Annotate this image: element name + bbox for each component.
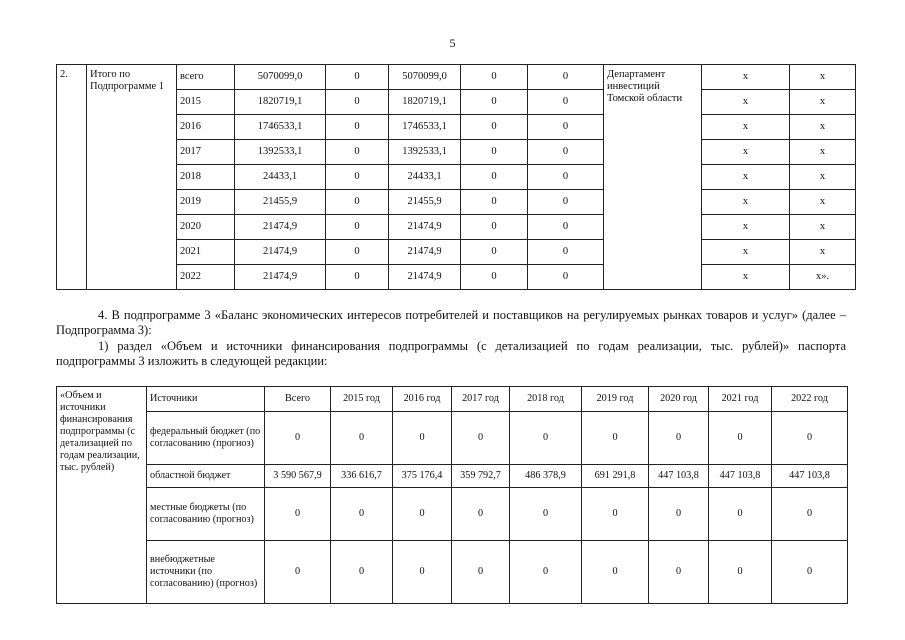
value-cell: х	[790, 65, 856, 90]
value-cell: 0	[461, 165, 528, 190]
table-row	[57, 140, 856, 165]
value-cell: 21455,9	[235, 190, 326, 215]
table-row	[57, 165, 856, 190]
value-cell: 1820719,1	[235, 90, 326, 115]
table-row	[57, 65, 856, 90]
value-cell: 0	[393, 541, 452, 604]
value-cell: 0	[461, 240, 528, 265]
table-row	[57, 265, 856, 290]
value-cell: х	[702, 240, 790, 265]
value-cell: 0	[461, 190, 528, 215]
value-cell: 336 616,7	[331, 465, 393, 488]
paragraph-1-text: 4. В подпрограмме 3 «Баланс экономических интересов потребителей и поставщиков на регулируемых рынках товаров и услуг» (далее – Подпрограмма 3):	[56, 308, 846, 337]
header-cell: 2019 год	[582, 387, 649, 412]
header-cell: Источники	[147, 387, 265, 412]
value-cell: х	[790, 140, 856, 165]
value-cell: 359 792,7	[452, 465, 510, 488]
header-cell: 2021 год	[709, 387, 772, 412]
value-cell: 0	[331, 488, 393, 541]
value-cell: х».	[790, 265, 856, 290]
value-cell: 0	[510, 488, 582, 541]
value-cell: 0	[461, 65, 528, 90]
value-cell: 21474,9	[235, 265, 326, 290]
value-cell: 0	[326, 65, 389, 90]
paragraph-2-text: 1) раздел «Объем и источники финансирования подпрограммы (с детализацией по годам реализации, тыс. рублей)» паспорта подпрограммы 3 изложить в следующей редакции:	[56, 339, 846, 368]
value-cell: 0	[326, 165, 389, 190]
value-cell: 0	[528, 265, 604, 290]
value-cell: 0	[649, 488, 709, 541]
source-cell: местные бюджеты (по согласованию (прогноз)	[147, 488, 265, 541]
value-cell: х	[702, 190, 790, 215]
value-cell: 0	[331, 541, 393, 604]
table-row	[57, 190, 856, 215]
value-cell: 0	[510, 412, 582, 465]
value-cell: 21474,9	[235, 240, 326, 265]
value-cell: 0	[582, 541, 649, 604]
value-cell: 24433,1	[389, 165, 461, 190]
header-cell: 2016 год	[393, 387, 452, 412]
table-row	[57, 240, 856, 265]
value-cell: х	[790, 115, 856, 140]
value-cell: 0	[461, 215, 528, 240]
value-cell: х	[702, 265, 790, 290]
page-number: 5	[449, 36, 456, 50]
value-cell: 691 291,8	[582, 465, 649, 488]
value-cell: 1820719,1	[389, 90, 461, 115]
value-cell: 0	[265, 541, 331, 604]
value-cell: х	[790, 165, 856, 190]
header-cell: 2022 год	[772, 387, 848, 412]
financing-table	[56, 386, 848, 604]
year-cell: 2017	[177, 140, 235, 165]
value-cell: х	[702, 165, 790, 190]
source-cell: федеральный бюджет (по согласованию (прогноз)	[147, 412, 265, 465]
table-row	[57, 412, 848, 465]
value-cell: 1746533,1	[235, 115, 326, 140]
year-cell: 2021	[177, 240, 235, 265]
value-cell: 0	[709, 541, 772, 604]
value-cell: 0	[510, 541, 582, 604]
value-cell: х	[702, 140, 790, 165]
value-cell: 0	[326, 190, 389, 215]
value-cell: 0	[393, 412, 452, 465]
header-cell: Всего	[265, 387, 331, 412]
source-cell: внебюджетные источники (по согласованию) (прогноз)	[147, 541, 265, 604]
value-cell: 0	[331, 412, 393, 465]
table-row	[57, 541, 848, 604]
value-cell: 0	[461, 90, 528, 115]
value-cell: х	[702, 215, 790, 240]
value-cell: 0	[265, 488, 331, 541]
value-cell: 1392533,1	[389, 140, 461, 165]
value-cell: 0	[528, 215, 604, 240]
value-cell: 0	[326, 265, 389, 290]
row-name: Итого по Подпрограмме 1	[87, 65, 177, 290]
value-cell: 0	[326, 240, 389, 265]
value-cell: 0	[772, 541, 848, 604]
table-row	[57, 488, 848, 541]
year-cell: 2015	[177, 90, 235, 115]
value-cell: 0	[772, 412, 848, 465]
subprogram-1-totals-table	[56, 64, 856, 290]
value-cell: 486 378,9	[510, 465, 582, 488]
paragraph-section-replace	[56, 339, 846, 369]
value-cell: 5070099,0	[235, 65, 326, 90]
value-cell: 0	[326, 215, 389, 240]
value-cell: х	[702, 90, 790, 115]
source-cell: областной бюджет	[147, 465, 265, 488]
header-row	[57, 387, 848, 412]
value-cell: 21474,9	[389, 215, 461, 240]
value-cell: 0	[528, 65, 604, 90]
year-cell: 2022	[177, 265, 235, 290]
value-cell: 0	[709, 488, 772, 541]
value-cell: 24433,1	[235, 165, 326, 190]
value-cell: 21474,9	[389, 265, 461, 290]
header-cell: 2020 год	[649, 387, 709, 412]
value-cell: х	[790, 190, 856, 215]
header-cell: 2018 год	[510, 387, 582, 412]
value-cell: х	[790, 240, 856, 265]
value-cell: 375 176,4	[393, 465, 452, 488]
value-cell: 0	[582, 488, 649, 541]
value-cell: 0	[528, 140, 604, 165]
table-row	[57, 465, 848, 488]
value-cell: 447 103,8	[709, 465, 772, 488]
value-cell: 21474,9	[389, 240, 461, 265]
value-cell: 0	[452, 488, 510, 541]
value-cell: 0	[528, 240, 604, 265]
paragraph-subprogram-3	[56, 308, 846, 338]
header-cell: 2015 год	[331, 387, 393, 412]
year-cell: 2018	[177, 165, 235, 190]
value-cell: 0	[393, 488, 452, 541]
value-cell: 1392533,1	[235, 140, 326, 165]
value-cell: 0	[461, 115, 528, 140]
value-cell: 0	[528, 165, 604, 190]
value-cell: 0	[265, 412, 331, 465]
value-cell: х	[790, 90, 856, 115]
value-cell: 0	[649, 412, 709, 465]
value-cell: 21474,9	[235, 215, 326, 240]
value-cell: 0	[709, 412, 772, 465]
value-cell: 0	[326, 115, 389, 140]
row-label: «Объем и источники финансирования подпрограммы (с детализацией по годам реализации, тыс. рублей)	[57, 387, 147, 604]
value-cell: 0	[461, 140, 528, 165]
table-row	[57, 115, 856, 140]
table-row	[57, 215, 856, 240]
value-cell: 1746533,1	[389, 115, 461, 140]
year-cell: 2019	[177, 190, 235, 215]
department-cell: Департамент инвестиций Томской области	[604, 65, 702, 290]
table-row	[57, 90, 856, 115]
row-number: 2.	[57, 65, 87, 290]
year-cell: 2020	[177, 215, 235, 240]
value-cell: 0	[452, 412, 510, 465]
value-cell: 0	[326, 90, 389, 115]
year-cell: 2016	[177, 115, 235, 140]
value-cell: х	[790, 215, 856, 240]
value-cell: 447 103,8	[772, 465, 848, 488]
value-cell: 0	[649, 541, 709, 604]
value-cell: 5070099,0	[389, 65, 461, 90]
value-cell: 0	[461, 265, 528, 290]
value-cell: 0	[582, 412, 649, 465]
value-cell: 447 103,8	[649, 465, 709, 488]
value-cell: х	[702, 65, 790, 90]
header-cell: 2017 год	[452, 387, 510, 412]
value-cell: 3 590 567,9	[265, 465, 331, 488]
value-cell: 0	[528, 190, 604, 215]
value-cell: 0	[772, 488, 848, 541]
value-cell: 0	[528, 115, 604, 140]
value-cell: 0	[452, 541, 510, 604]
value-cell: х	[702, 115, 790, 140]
year-cell: всего	[177, 65, 235, 90]
value-cell: 21455,9	[389, 190, 461, 215]
value-cell: 0	[528, 90, 604, 115]
value-cell: 0	[326, 140, 389, 165]
